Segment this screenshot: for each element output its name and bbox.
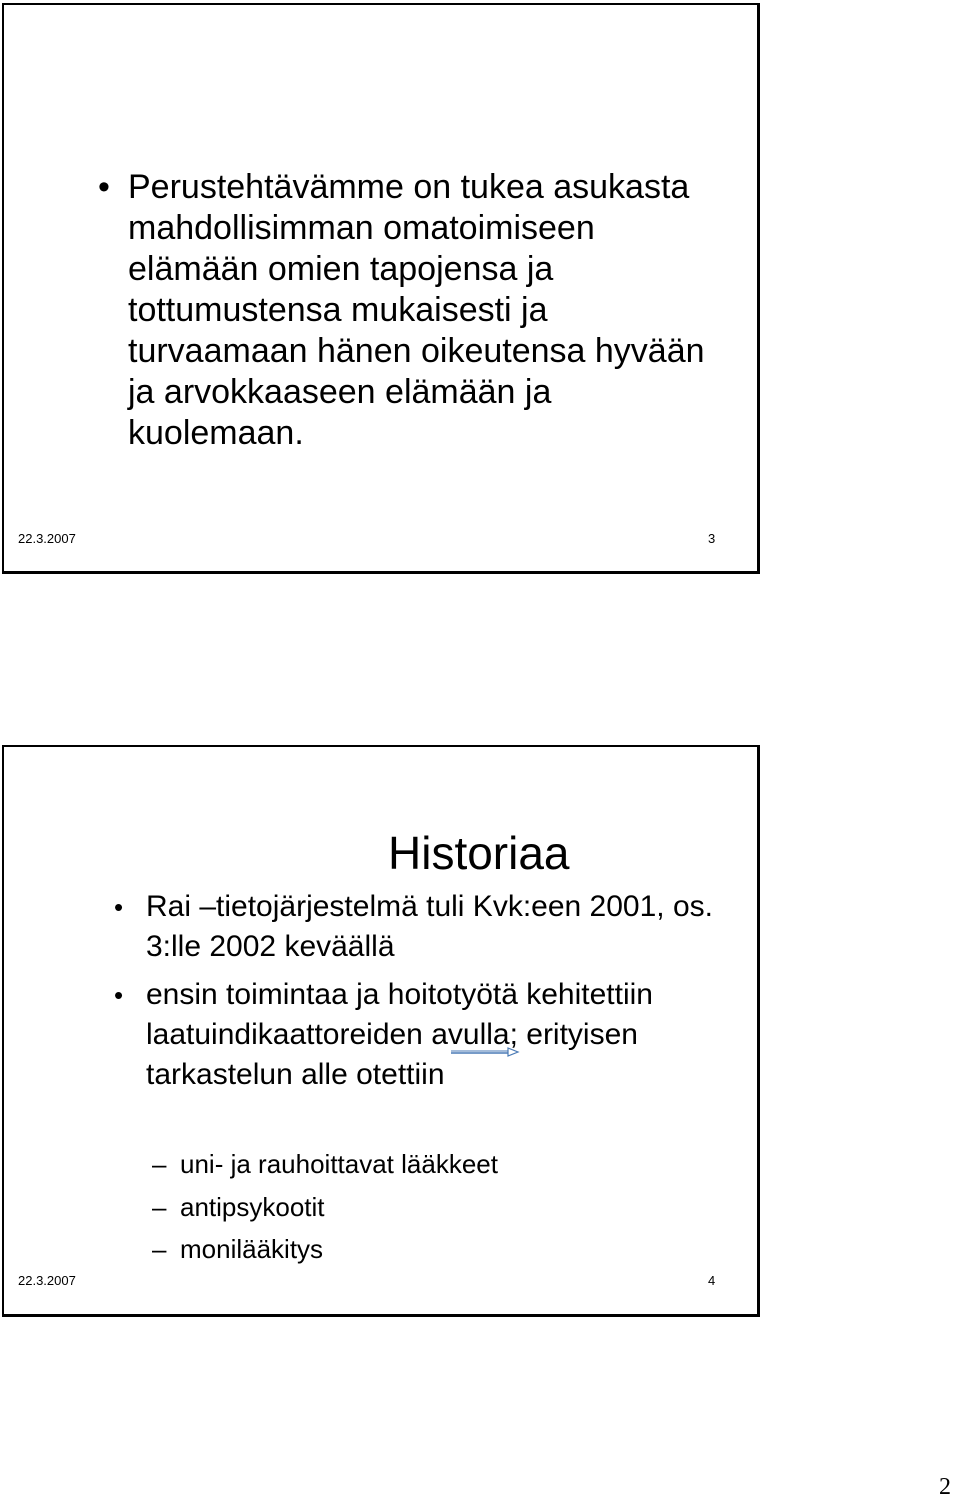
sub-bullet-item: – monilääkitys xyxy=(180,1228,498,1271)
slide-date: 22.3.2007 xyxy=(18,531,76,546)
sub-bullet-item: – uni- ja rauhoittavat lääkkeet xyxy=(180,1143,498,1186)
sub-bullet-list xyxy=(180,1143,498,1271)
arrow-icon xyxy=(450,1047,520,1059)
bullet-item: • ensin toimintaa ja hoitotyötä kehitettiin laatuindikaattoreiden avulla; erityisen tarkastelun alle otettiin xyxy=(146,975,726,1095)
slide-number: 4 xyxy=(708,1273,716,1288)
bullet-item: • Perustehtävämme on tukea asukasta mahdollisimman omatoimiseen elämään omien tapojensa ja tottumustensa mukaisesti ja turvaamaan hänen oikeutensa hyvään ja arvokkaaseen elämään ja kuolemaan. xyxy=(128,167,728,454)
page-number: 2 xyxy=(939,1474,951,1500)
slide-number: 3 xyxy=(708,531,716,546)
bullet-list xyxy=(128,167,728,454)
slide-3 xyxy=(2,3,760,574)
bullet-item: • Rai –tietojärjestelmä tuli Kvk:een 2001, os. 3:lle 2002 keväällä xyxy=(146,887,726,967)
slide-date: 22.3.2007 xyxy=(18,1273,76,1288)
slide-4 xyxy=(2,745,760,1317)
bullet-list xyxy=(146,887,726,1095)
sub-bullet-item: – antipsykootit xyxy=(180,1186,498,1229)
slide-title: Historiaa xyxy=(388,827,570,879)
